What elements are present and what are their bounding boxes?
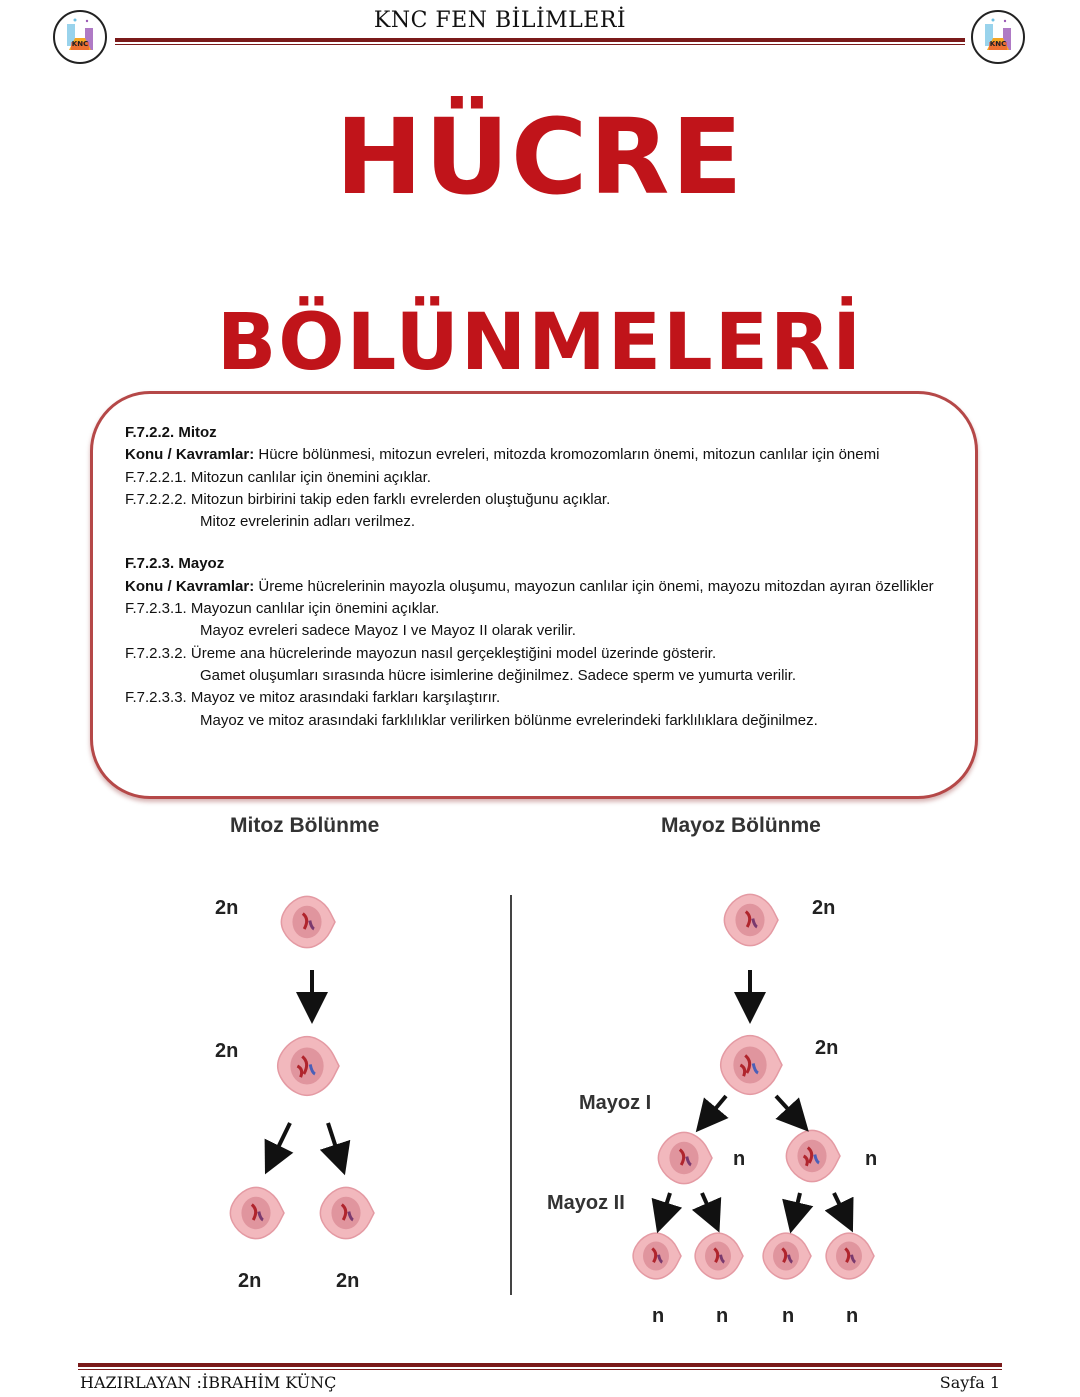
mitoz-concepts-label: Konu / Kavramlar: [125,446,255,464]
phase-label-mayoz-2: Mayoz II [547,1192,625,1214]
gamete-cell [826,1233,874,1279]
mitoz-concepts [125,444,941,466]
ploidy-label: n [652,1305,665,1327]
learning-outcomes-box [90,391,978,799]
outcome-item: F.7.2.3.1. Mayozun canlılar için önemini açıklar. [125,600,440,618]
meiosis-1-cell [658,1132,712,1183]
logo-text: KNC [989,40,1007,48]
division-diagram-svg [150,800,930,1340]
footer-rule-thin [78,1369,1002,1370]
main-title: HÜCRE [335,96,745,218]
division-arrow [328,1123,340,1160]
division-arrow [702,1193,713,1218]
outcome-item: F.7.2.3.2. Üreme ana hücrelerinde mayozun nasıl gerçekleştiğini model üzerinde gösterir. [125,644,717,662]
parent-cell [724,894,778,945]
division-arrow [776,1096,798,1120]
outcome-note: Mayoz ve mitoz arasındaki farklılıklar verilirken bölünme evrelerindeki farklılıklara değinilmez. [200,711,818,729]
ploidy-label: 2n [215,1040,239,1062]
science-flask-logo-icon [973,12,1023,62]
page-header [0,0,1080,70]
division-arrow [834,1193,846,1218]
header-rule [115,38,965,42]
ploidy-label: n [846,1305,859,1327]
dividing-cell [721,1036,782,1095]
ploidy-label: 2n [336,1270,360,1292]
ploidy-label: n [733,1148,746,1170]
mitoz-title: Mitoz Bölünme [230,814,380,837]
ploidy-label: n [865,1148,878,1170]
division-arrow [706,1096,726,1120]
ploidy-label: 2n [215,897,239,919]
mitoz-concepts-text: Hücre bölünmesi, mitozun evreleri, mitozda kromozomların önemi, mitozun canlılar için önemi [258,446,880,464]
dividing-cell [278,1037,339,1096]
division-arrow [794,1193,800,1218]
ploidy-label: 2n [815,1037,839,1059]
outcome-note: Gamet oluşumları sırasında hücre isimlerine değinilmez. Sadece sperm ve yumurta verilir. [200,666,797,684]
footer-author: HAZIRLAYAN :İBRAHİM KÜNÇ [80,1373,337,1392]
footer-rule [78,1363,1002,1367]
outcome-item: F.7.2.2.2. Mitozun birbirini takip eden farklı evrelerden oluştuğunu açıklar. [125,490,611,508]
meiosis-1-cell [786,1130,840,1181]
footer-page-number: Sayfa 1 [939,1373,1000,1392]
knc-logo-right [971,10,1025,64]
logo-text: KNC [71,40,89,48]
mayoz-concepts-label: Konu / Kavramlar: [125,577,255,595]
ploidy-label: 2n [238,1270,262,1292]
mitoz-code: F.7.2.2. Mitoz [125,424,217,441]
division-arrow [662,1193,670,1218]
phase-label-mayoz-1: Mayoz I [579,1092,652,1114]
gamete-cell [695,1233,743,1279]
daughter-cell [320,1187,374,1238]
ploidy-label: 2n [812,897,836,919]
ploidy-label: n [782,1305,795,1327]
mayoz-concepts-text: Üreme hücrelerinin mayozla oluşumu, mayozun canlılar için önemi, mayozu mitozdan ayıran özellikler [258,577,934,595]
outcome-note: Mitoz evrelerinin adları verilmez. [200,513,416,531]
outcome-item: F.7.2.2.1. Mitozun canlılar için önemini açıklar. [125,468,431,486]
gamete-cell [763,1233,811,1279]
outcome-note: Mayoz evreleri sadece Mayoz I ve Mayoz II olarak verilir. [200,622,576,640]
main-subtitle: BÖLÜNMELERİ [216,298,864,388]
daughter-cell [230,1187,284,1238]
division-arrow [272,1123,290,1160]
header-title: KNC FEN BİLİMLERİ [373,8,627,33]
mayoz-title: Mayoz Bölünme [661,814,821,837]
outcome-item: F.7.2.3.3. Mayoz ve mitoz arasındaki farkları karşılaştırır. [125,689,501,707]
mayoz-code: F.7.2.3. Mayoz [125,555,225,573]
gamete-cell [633,1233,681,1279]
parent-cell [281,896,335,947]
header-rule-thin [115,44,965,45]
ploidy-label: n [716,1305,729,1327]
cell-division-diagram [150,800,930,1340]
mayoz-concepts [125,576,941,598]
